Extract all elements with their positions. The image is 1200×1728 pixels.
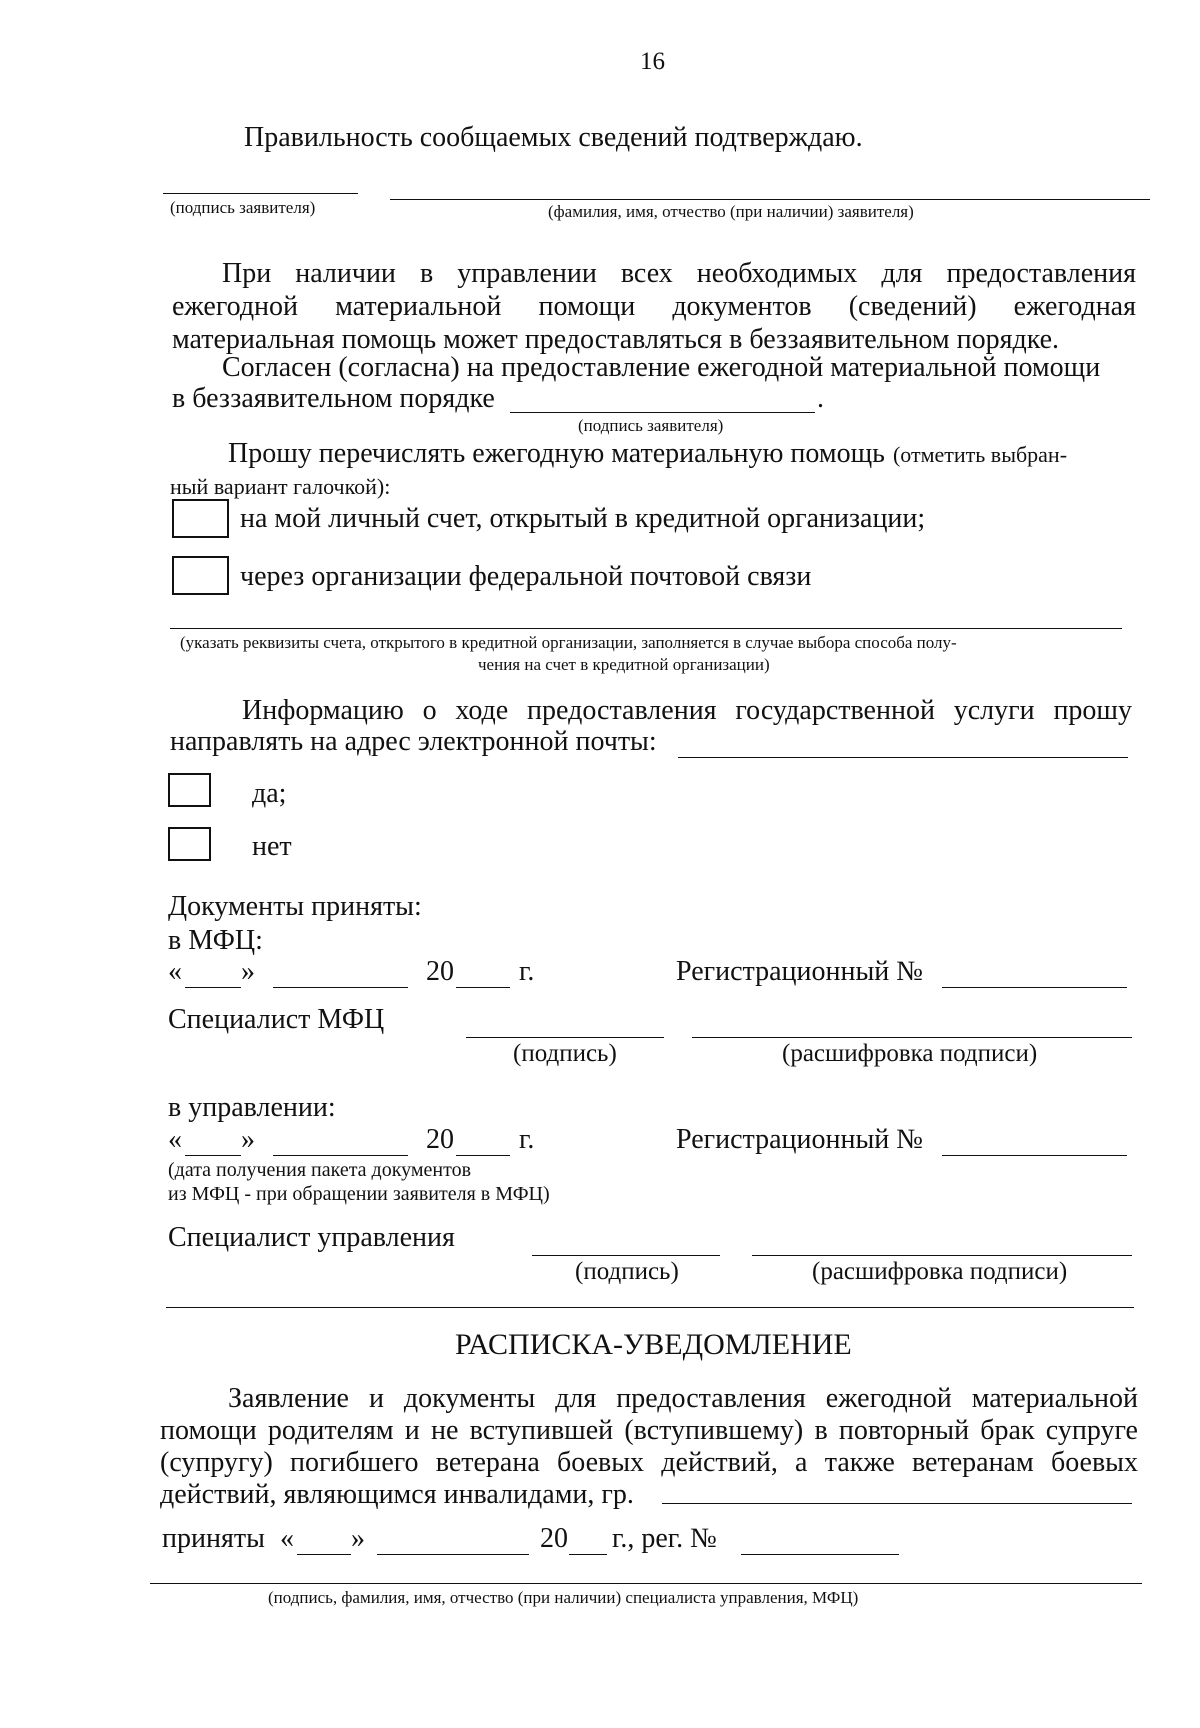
email-no-checkbox[interactable]: [168, 827, 211, 861]
mfc-heading: в МФЦ:: [168, 925, 263, 956]
post-office-checkbox[interactable]: [172, 556, 229, 595]
department-heading: в управлении:: [168, 1092, 336, 1123]
email-no-label: нет: [252, 831, 292, 862]
dept-specialist-signature-line[interactable]: [532, 1255, 720, 1256]
transfer-line-2: ный вариант галочкой):: [170, 474, 391, 499]
mfc-decode-label: (расшифровка подписи): [782, 1040, 1038, 1067]
mfc-specialist-label: Специалист МФЦ: [168, 1004, 385, 1035]
email-yes-checkbox[interactable]: [168, 773, 211, 807]
dept-specialist-decode-line[interactable]: [752, 1255, 1132, 1256]
dept-year-prefix: 20: [426, 1124, 454, 1155]
consent-signature-label: (подпись заявителя): [578, 416, 724, 435]
no-application-paragraph: При наличии в управлении всех необходимых для предоставления ежегодной материальной помощи документов (сведений) ежегодная материальная помощь может предоставляться в беззаявительном порядке.: [172, 258, 1136, 355]
mfc-specialist-decode-line[interactable]: [692, 1037, 1132, 1038]
consent-line-1: Согласен (согласна) на предоставление ежегодной материальной помощи: [222, 352, 1101, 383]
receipt-day-line[interactable]: [297, 1554, 351, 1555]
applicant-signature-line[interactable]: [163, 193, 358, 194]
consent-signature-line[interactable]: [510, 412, 815, 413]
email-line-1: Информацию о ходе предоставления государственной услуги прошу: [242, 695, 1132, 726]
receipt-year-line[interactable]: [569, 1554, 607, 1555]
mfc-year-suffix: г.: [519, 956, 535, 987]
transfer-line-1-main: Прошу перечислять ежегодную материальную помощь: [228, 438, 885, 469]
consent-line-2: в беззаявительном порядке: [172, 383, 495, 414]
email-address-line[interactable]: [678, 757, 1128, 758]
bank-account-option-label: на мой личный счет, открытый в кредитной организации;: [240, 503, 926, 534]
dept-month-line[interactable]: [273, 1155, 408, 1156]
receipt-month-line[interactable]: [377, 1554, 529, 1555]
mfc-specialist-signature-line[interactable]: [466, 1037, 664, 1038]
mfc-year-prefix: 20: [426, 956, 454, 987]
mfc-day-line[interactable]: [185, 987, 241, 988]
mfc-quote-close: »: [241, 956, 255, 987]
transfer-line-1: [228, 438, 1067, 470]
receipt-accepted-word: приняты: [162, 1523, 265, 1554]
receipt-bottom-label: (подпись, фамилия, имя, отчество (при наличии) специалиста управления, МФЦ): [268, 1588, 859, 1607]
dept-signature-label: (подпись): [575, 1258, 679, 1285]
receipt-signature-line[interactable]: [150, 1583, 1142, 1584]
bank-details-line[interactable]: [170, 628, 1122, 629]
receipt-title: РАСПИСКА-УВЕДОМЛЕНИЕ: [455, 1328, 852, 1361]
date-note-1: (дата получения пакета документов: [168, 1159, 472, 1181]
citizen-name-line[interactable]: [662, 1503, 1132, 1504]
dept-day-line[interactable]: [185, 1155, 241, 1156]
documents-accepted-title: Документы приняты:: [168, 891, 422, 922]
mfc-signature-label: (подпись): [513, 1040, 617, 1067]
receipt-quote-close: »: [351, 1523, 365, 1554]
transfer-line-1-note: (отметить выбран-: [892, 442, 1068, 467]
applicant-name-label: (фамилия, имя, отчество (при наличии) заявителя): [548, 202, 914, 221]
receipt-year-prefix: 20: [540, 1523, 568, 1554]
dept-decode-label: (расшифровка подписи): [812, 1258, 1068, 1285]
dept-reg-number-line[interactable]: [942, 1155, 1127, 1156]
receipt-reg-number-line[interactable]: [741, 1554, 899, 1555]
post-office-option-label: через организации федеральной почтовой связи: [240, 561, 812, 592]
mfc-month-line[interactable]: [273, 987, 408, 988]
page-number: 16: [640, 48, 665, 75]
receipt-year-suffix: г., рег. №: [612, 1523, 717, 1554]
applicant-name-line[interactable]: [390, 199, 1150, 200]
dept-specialist-label: Специалист управления: [168, 1222, 455, 1253]
mfc-year-line[interactable]: [456, 987, 510, 988]
dept-quote-close: »: [241, 1124, 255, 1155]
bank-details-label-2: чения на счет в кредитной организации): [478, 655, 770, 674]
mfc-quote-open: «: [168, 956, 182, 987]
mfc-reg-number-label: Регистрационный №: [676, 956, 923, 987]
consent-dot: .: [817, 383, 824, 414]
bank-account-checkbox[interactable]: [172, 499, 229, 538]
dept-year-line[interactable]: [456, 1155, 510, 1156]
applicant-signature-label: (подпись заявителя): [170, 198, 316, 217]
dept-quote-open: «: [168, 1124, 182, 1155]
receipt-paragraph: Заявление и документы для предоставления ежегодной материальной помощи родителям и не вступившей (вступившему) в повторный брак супруге (супругу) погибшего ветерана боевых действий, а также ветеранам боевых действий, являющимся инвалидами, гр.: [160, 1383, 1138, 1510]
email-yes-label: да;: [252, 778, 287, 809]
date-note-2: из МФЦ - при обращении заявителя в МФЦ): [168, 1183, 550, 1205]
receipt-quote-open: «: [280, 1523, 294, 1554]
section-divider: [166, 1307, 1134, 1308]
mfc-reg-number-line[interactable]: [942, 987, 1127, 988]
email-line-2: направлять на адрес электронной почты:: [170, 726, 657, 757]
bank-details-label-1: (указать реквизиты счета, открытого в кредитной организации, заполняется в случае выбора способа полу-: [180, 633, 957, 652]
dept-reg-number-label: Регистрационный №: [676, 1124, 923, 1155]
confirmation-text: Правильность сообщаемых сведений подтверждаю.: [244, 122, 863, 153]
dept-year-suffix: г.: [519, 1124, 535, 1155]
